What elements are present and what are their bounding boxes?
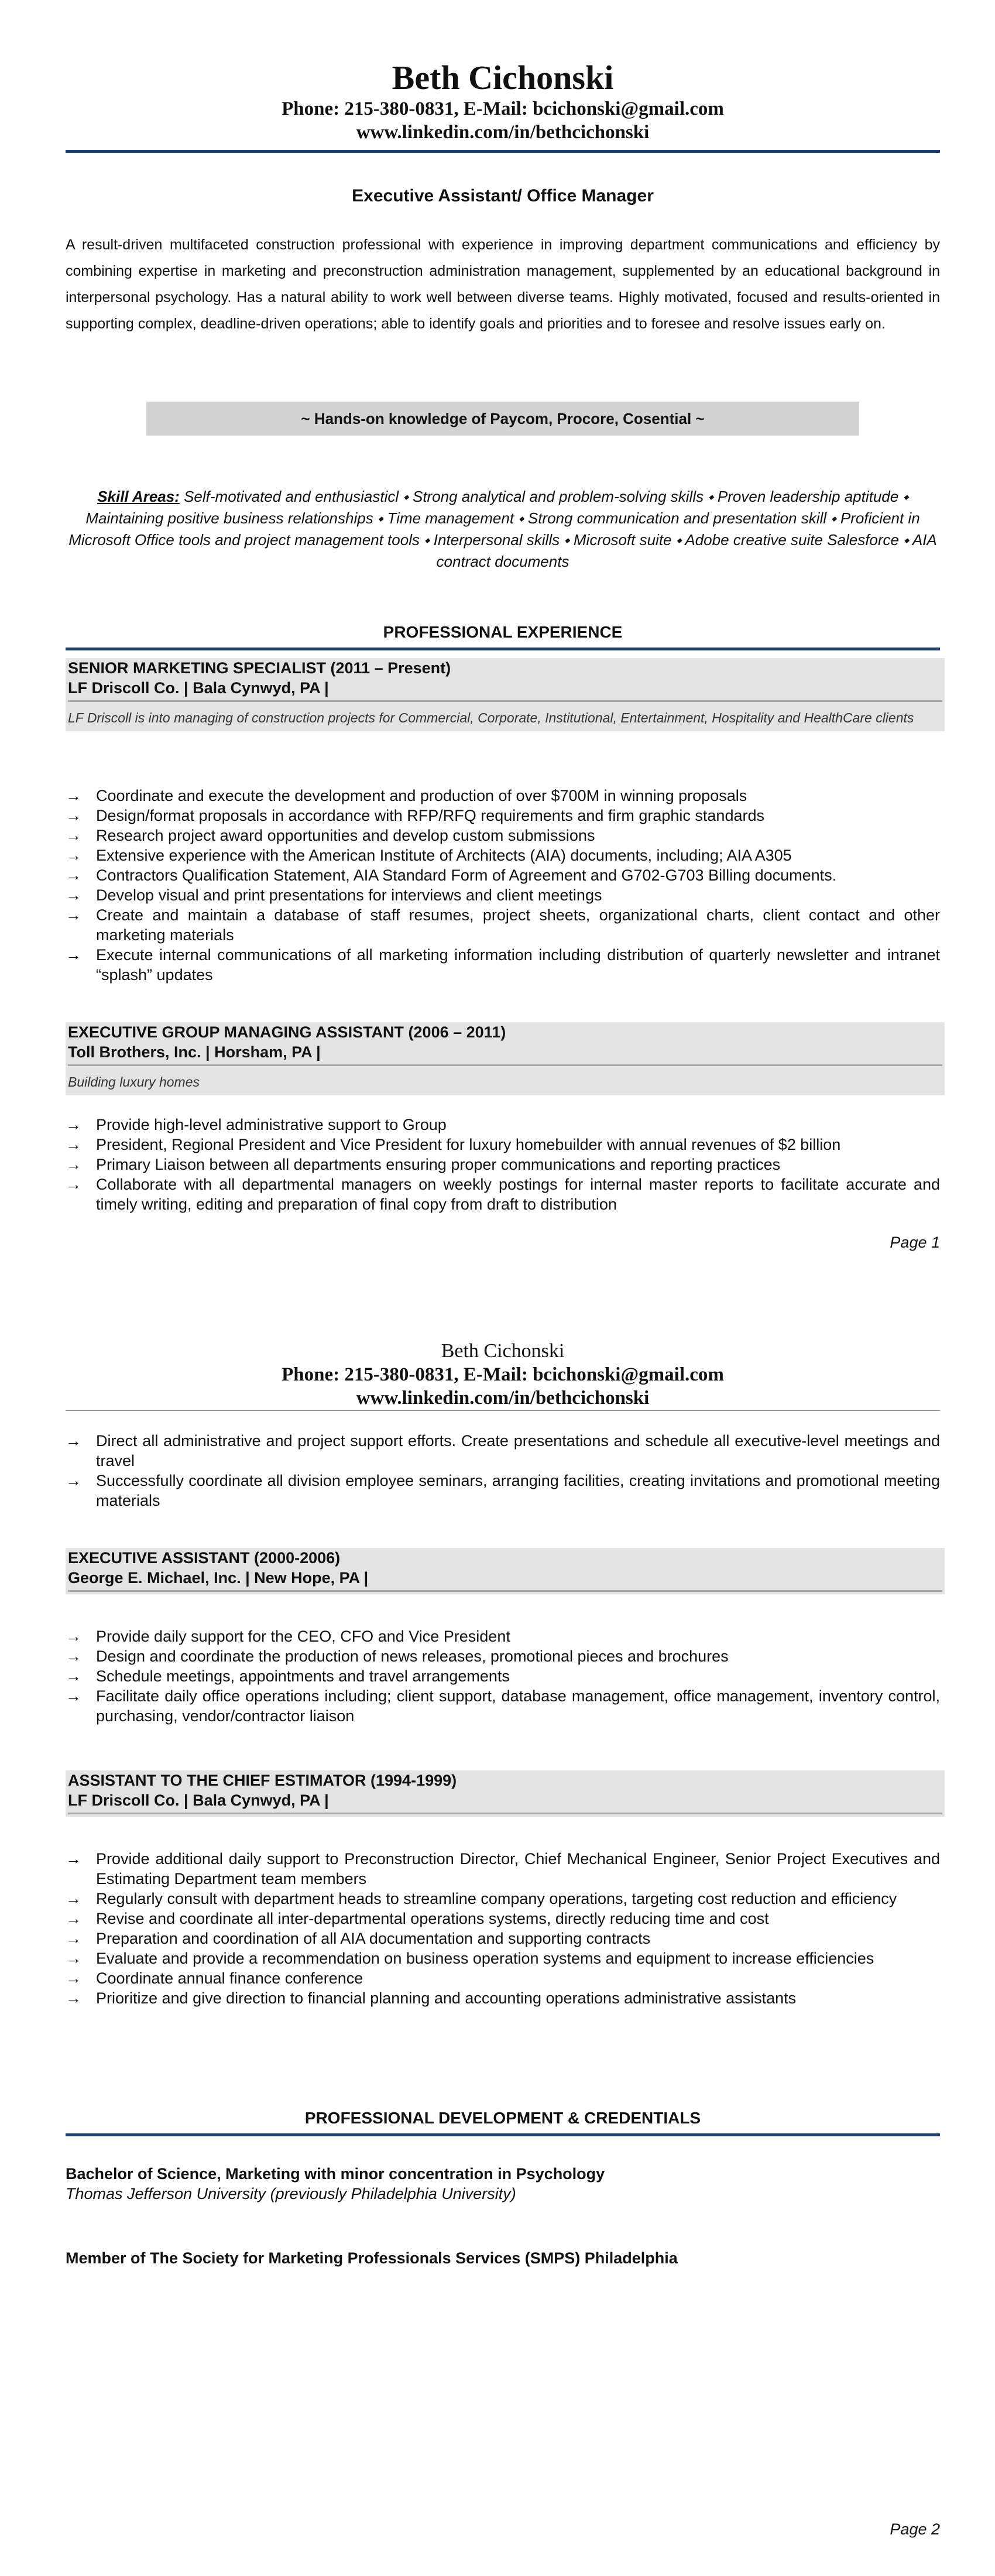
job-bullets xyxy=(66,1626,940,1726)
credentials-section-title: PROFESSIONAL DEVELOPMENT & CREDENTIALS xyxy=(304,2109,701,2127)
header-rule xyxy=(66,150,940,153)
list-item: → Collaborate with all departmental managers on weekly postings for internal master reports to facilitate accurate and timely writing, editing and preparation of final copy from draft to distribution xyxy=(66,1176,940,1213)
education-block xyxy=(66,2164,940,2204)
arrow-icon: → xyxy=(66,1687,81,1705)
list-item: → Research project award opportunities and develop custom submissions xyxy=(66,827,595,844)
job-company: George E. Michael, Inc. | New Hope, PA | xyxy=(68,1569,369,1587)
job-company: Toll Brothers, Inc. | Horsham, PA | xyxy=(68,1043,321,1061)
job-divider xyxy=(68,1590,942,1592)
list-item: → Schedule meetings, appointments and travel arrangements xyxy=(66,1667,510,1685)
arrow-icon: → xyxy=(66,1910,81,1927)
arrow-icon: → xyxy=(66,1628,81,1645)
job-title: EXECUTIVE GROUP MANAGING ASSISTANT (2006 – 2011) xyxy=(68,1023,506,1041)
school: Thomas Jefferson University (previously Philadelphia University) xyxy=(66,2185,516,2202)
arrow-icon: → xyxy=(66,1432,81,1450)
job-header xyxy=(66,658,945,731)
arrow-icon: → xyxy=(66,1156,81,1173)
arrow-icon: → xyxy=(66,1890,81,1907)
knowledge-banner-wrap xyxy=(66,402,940,436)
page-2 xyxy=(0,1288,995,2576)
list-item: → Contractors Qualification Statement, AIA Standard Form of Agreement and G702-G703 Billing documents. xyxy=(66,866,837,884)
headline: Executive Assistant/ Office Manager xyxy=(352,186,654,205)
contact-phone-email: Phone: 215-380-0831, E-Mail: bcichonski@gmail.com xyxy=(282,1364,724,1385)
membership: Member of The Society for Marketing Professionals Services (SMPS) Philadelphia xyxy=(66,2249,678,2267)
list-item: → Create and maintain a database of staff resumes, project sheets, organizational charts, client contact and other marketing materials xyxy=(66,906,940,944)
contact-linkedin[interactable]: www.linkedin.com/in/bethcichonski xyxy=(356,122,650,143)
arrow-icon: → xyxy=(66,827,81,844)
list-item: → Design/format proposals in accordance with RFP/RFQ requirements and firm graphic standards xyxy=(66,807,764,824)
list-item: → Prioritize and give direction to financial planning and accounting operations administrative assistants xyxy=(66,1989,797,2007)
arrow-icon: → xyxy=(66,1176,81,1193)
job-divider xyxy=(68,700,942,702)
job-description: Building luxury homes xyxy=(68,1074,200,1090)
job-divider xyxy=(68,1064,942,1066)
list-item: → Primary Liaison between all departments ensuring proper communications and reporting practices xyxy=(66,1156,781,1173)
arrow-icon: → xyxy=(66,906,81,924)
job-header xyxy=(66,1548,945,1594)
list-item: → Coordinate annual finance conference xyxy=(66,1969,363,1987)
list-item: → Design and coordinate the production of news releases, promotional pieces and brochures xyxy=(66,1647,729,1665)
job-bullets xyxy=(66,1849,940,2008)
list-item: → Preparation and coordination of all AIA documentation and supporting contracts xyxy=(66,1930,651,1947)
list-item: → Direct all administrative and project support efforts. Create presentations and schedule all executive-level meetings and travel xyxy=(66,1432,940,1469)
credentials-rule xyxy=(66,2133,940,2136)
arrow-icon: → xyxy=(66,1116,81,1133)
arrow-icon: → xyxy=(66,1850,81,1868)
job-description: LF Driscoll is into managing of construction projects for Commercial, Corporate, Institutional, Entertainment, Hospitality and HealthCare clients xyxy=(68,710,914,725)
experience-section-title: PROFESSIONAL EXPERIENCE xyxy=(383,623,623,641)
list-item: → President, Regional President and Vice President for luxury homebuilder with annual revenues of $2 billion xyxy=(66,1136,841,1153)
contact-phone-email: Phone: 215-380-0831, E-Mail: bcichonski@gmail.com xyxy=(282,98,724,119)
contact-linkedin[interactable]: www.linkedin.com/in/bethcichonski xyxy=(356,1388,650,1409)
list-item: → Successfully coordinate all division employee seminars, arranging facilities, creating invitations and promotional meeting materials xyxy=(66,1472,940,1509)
degree: Bachelor of Science, Marketing with minor concentration in Psychology xyxy=(66,2165,605,2183)
arrow-icon: → xyxy=(66,1472,81,1489)
arrow-icon: → xyxy=(66,1136,81,1153)
skill-areas-text: Self-motivated and enthusiasticl ⬩ Strong analytical and problem-solving skills ⬩ Proven leadership aptitude ⬩ Maintaining positive business relationships ⬩ Time management ⬩ Strong communication and presentation skill ⬩ Proficient in Microsoft Office tools and project management tools ⬩ Interpersonal skills ⬩ Microsoft suite ⬩ Adobe creative suite Salesforce ⬩ AIA contract documents xyxy=(68,488,937,570)
arrow-icon: → xyxy=(66,787,81,804)
list-item: → Provide daily support for the CEO, CFO and Vice President xyxy=(66,1628,510,1645)
arrow-icon: → xyxy=(66,1969,81,1987)
experience-rule xyxy=(66,648,940,650)
page-number: Page 2 xyxy=(890,2520,940,2538)
candidate-name: Beth Cichonski xyxy=(392,59,614,97)
arrow-icon: → xyxy=(66,807,81,824)
job-bullets xyxy=(66,786,940,985)
job-bullets xyxy=(66,1115,940,1214)
arrow-icon: → xyxy=(66,1667,81,1685)
candidate-name: Beth Cichonski xyxy=(441,1340,565,1362)
knowledge-banner: ~ Hands-on knowledge of Paycom, Procore, Cosential ~ xyxy=(146,402,859,436)
list-item: → Facilitate daily office operations including; client support, database management, office management, inventory control, purchasing, vendor/contractor liaison xyxy=(66,1687,940,1725)
arrow-icon: → xyxy=(66,1950,81,1967)
list-item: → Revise and coordinate all inter-departmental operations systems, directly reducing time and cost xyxy=(66,1910,769,1927)
summary-paragraph: A result-driven multifaceted construction professional with experience in improving department communications and efficiency by combining expertise in marketing and preconstruction administration management, supplemented by an educational background in interpersonal psychology. Has a natural ability to work well between diverse teams. Highly motivated, focused and results-oriented in supporting complex, deadline-driven operations; able to identify goals and priorities and to foresee and resolve issues early on. xyxy=(66,237,940,332)
arrow-icon: → xyxy=(66,946,81,964)
arrow-icon: → xyxy=(66,847,81,864)
job-divider xyxy=(68,1813,942,1814)
resume-header xyxy=(66,59,940,144)
job-title: ASSISTANT TO THE CHIEF ESTIMATOR (1994-1999) xyxy=(68,1772,457,1789)
header-rule xyxy=(66,1410,940,1411)
skill-areas xyxy=(66,486,940,573)
job-title: SENIOR MARKETING SPECIALIST (2011 – Present) xyxy=(68,659,451,677)
list-item: → Evaluate and provide a recommendation on business operation systems and equipment to increase efficiencies xyxy=(66,1950,874,1967)
arrow-icon: → xyxy=(66,1930,81,1947)
job-header xyxy=(66,1022,945,1095)
job-header xyxy=(66,1770,945,1817)
arrow-icon: → xyxy=(66,1647,81,1665)
job-title: EXECUTIVE ASSISTANT (2000-2006) xyxy=(68,1549,341,1567)
list-item: → Develop visual and print presentations for interviews and client meetings xyxy=(66,886,602,904)
list-item: → Provide high-level administrative support to Group xyxy=(66,1116,447,1133)
job-bullets-continued xyxy=(66,1431,940,1510)
resume-header-continued xyxy=(66,1340,940,1410)
page-number: Page 1 xyxy=(890,1234,940,1251)
skill-areas-label: Skill Areas: xyxy=(97,488,180,505)
arrow-icon: → xyxy=(66,866,81,884)
arrow-icon: → xyxy=(66,1989,81,2007)
job-company: LF Driscoll Co. | Bala Cynwyd, PA | xyxy=(68,679,329,697)
arrow-icon: → xyxy=(66,886,81,904)
job-company: LF Driscoll Co. | Bala Cynwyd, PA | xyxy=(68,1791,329,1809)
list-item: → Extensive experience with the American Institute of Architects (AIA) documents, including; AIA A305 xyxy=(66,847,792,864)
list-item: → Execute internal communications of all marketing information including distribution of quarterly newsletter and intranet “splash” updates xyxy=(66,946,940,984)
list-item: → Provide additional daily support to Preconstruction Director, Chief Mechanical Engineer, Senior Project Executives and Estimating Department team members xyxy=(66,1850,940,1888)
list-item: → Regularly consult with department heads to streamline company operations, targeting cost reduction and efficiency xyxy=(66,1890,897,1907)
list-item: → Coordinate and execute the development and production of over $700M in winning proposals xyxy=(66,787,747,804)
